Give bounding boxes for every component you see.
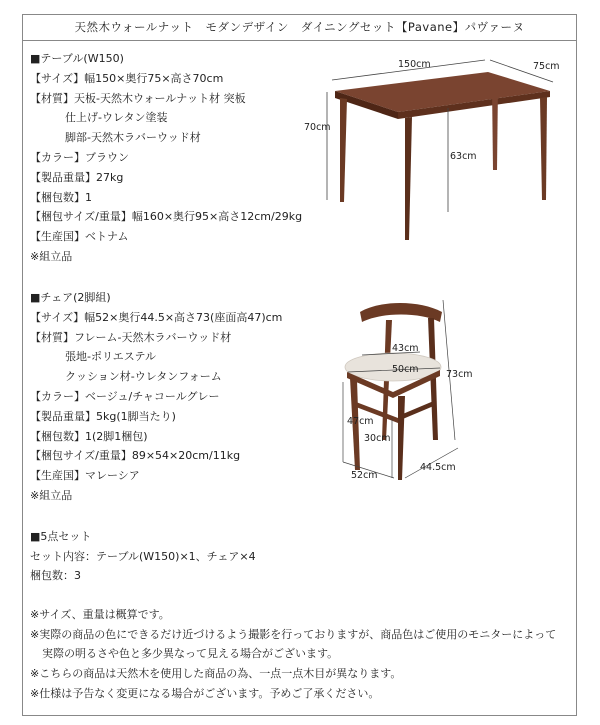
chair-back-width-label: 43cm bbox=[392, 343, 419, 354]
table-heading: ■テーブル(W150) bbox=[30, 52, 124, 65]
chair-height-label: 73cm bbox=[446, 369, 473, 380]
table-origin: 【生産国】ベトナム bbox=[30, 230, 129, 243]
note-line: ※仕様は予告なく変更になる場合がございます。予めご了承ください。 bbox=[30, 687, 380, 700]
chair-color: 【カラー】ベージュ/チャコールグレー bbox=[30, 390, 220, 403]
note-line: ※実際の商品の色にできるだけ近づけるよう撮影を行っておりますが、商品色はご使用のモニターによって bbox=[30, 628, 557, 641]
table-width-label: 150cm bbox=[398, 59, 431, 70]
table-packages: 【梱包数】1 bbox=[30, 191, 92, 204]
note-line: 実際の明るさや色と多少異なって見える場合がございます。 bbox=[42, 647, 339, 660]
set-heading: ■5点セット bbox=[30, 530, 92, 543]
chair-width-label: 52cm bbox=[351, 470, 378, 481]
table-weight: 【製品重量】27kg bbox=[30, 171, 124, 184]
table-assembly: ※組立品 bbox=[30, 250, 73, 263]
table-color: 【カラー】ブラウン bbox=[30, 151, 129, 164]
page-title: 天然木ウォールナット モダンデザイン ダイニングセット【Pavane】パヴァーヌ bbox=[22, 14, 577, 41]
chair-seat-width-label: 50cm bbox=[392, 364, 419, 375]
set-contents: セット内容：テーブル(W150)×1、チェア×4 bbox=[30, 550, 256, 563]
chair-heading: ■チェア(2脚組) bbox=[30, 291, 111, 304]
chair-assembly: ※組立品 bbox=[30, 489, 73, 502]
note-line: ※こちらの商品は天然木を使用した商品の為、一点一点木目が異なります。 bbox=[30, 667, 402, 680]
table-package-size: 【梱包サイズ/重量】幅160×奥行95×高さ12cm/29kg bbox=[30, 210, 303, 223]
chair-material-3: クッション材‐ウレタンフォーム bbox=[65, 370, 222, 383]
table-material-1: 【材質】天板‐天然木ウォールナット材 突板 bbox=[30, 92, 246, 105]
table-material-3: 脚部‐天然木ラバーウッド材 bbox=[65, 131, 201, 144]
table-depth-label: 75cm bbox=[533, 61, 560, 72]
chair-size: 【サイズ】幅52×奥行44.5×高さ73(座面高47)cm bbox=[30, 311, 283, 324]
note-line: ※サイズ、重量は概算です。 bbox=[30, 608, 170, 621]
chair-material-1: 【材質】フレーム‐天然木ラバーウッド材 bbox=[30, 331, 232, 344]
chair-seat-height-label: 47cm bbox=[347, 416, 374, 427]
set-packages: 梱包数：3 bbox=[30, 569, 81, 582]
chair-weight: 【製品重量】5kg(1脚当たり) bbox=[30, 410, 176, 423]
table-height-label: 70cm bbox=[304, 122, 331, 133]
chair-lower-height-label: 30cm bbox=[364, 433, 391, 444]
table-clearance-label: 63cm bbox=[450, 151, 477, 162]
chair-depth-label: 44.5cm bbox=[420, 462, 456, 473]
table-material-2: 仕上げ‐ウレタン塗装 bbox=[65, 111, 168, 124]
table-size: 【サイズ】幅150×奥行75×高さ70cm bbox=[30, 72, 224, 85]
chair-packages: 【梱包数】1(2脚1梱包) bbox=[30, 430, 148, 443]
chair-package-size: 【梱包サイズ/重量】89×54×20cm/11kg bbox=[30, 449, 241, 462]
chair-material-2: 張地‐ポリエステル bbox=[65, 350, 156, 363]
chair-origin: 【生産国】マレーシア bbox=[30, 469, 140, 482]
